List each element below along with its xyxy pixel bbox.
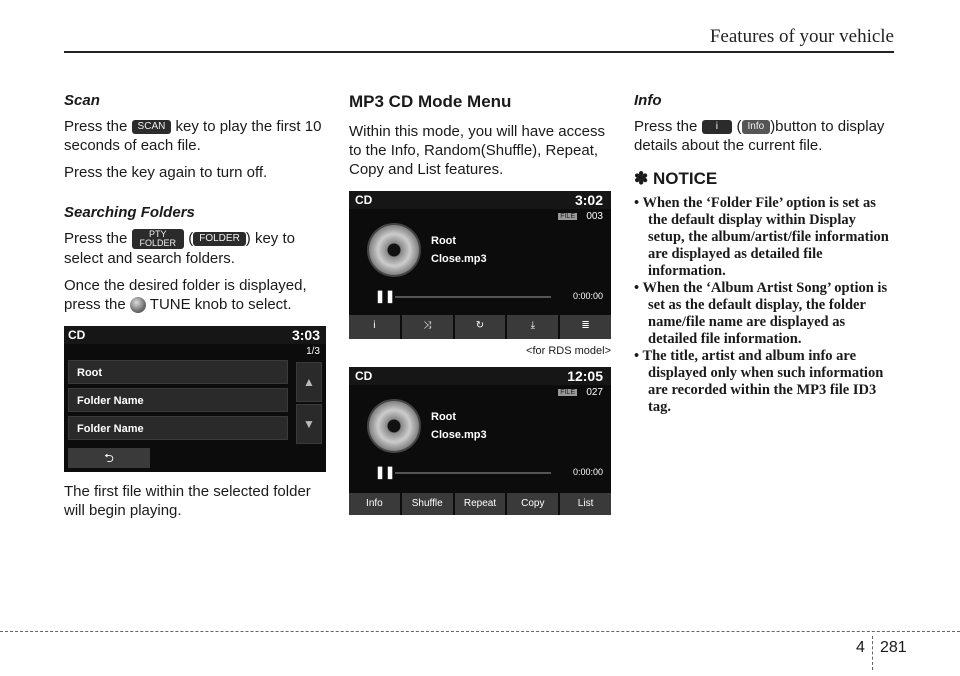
scroll-up-icon[interactable]: ▲ — [296, 362, 322, 402]
folders-paragraph-1: Press the PTY FOLDER ( FOLDER ) key to select and search folders. — [64, 229, 295, 268]
folders-text-c: Once the desired folder is displayed, press the — [64, 277, 307, 314]
list-button[interactable]: List — [560, 493, 611, 515]
folders-paragraph-2 — [64, 276, 328, 314]
screen2-file-label: FILE — [560, 213, 575, 220]
scan-paragraph-1 — [64, 117, 328, 155]
pty-key-line1: PTY — [149, 229, 167, 240]
mp3-screen-2 — [349, 367, 611, 515]
pause-icon-2[interactable]: ❚❚ — [375, 465, 396, 479]
cd-disc-icon — [367, 223, 421, 277]
info-button[interactable]: Info — [349, 493, 400, 515]
info-key-icon: Info — [742, 120, 771, 134]
screen1-count: 1/3 — [306, 346, 320, 358]
screen3-time: 12:05 — [567, 368, 603, 384]
header-title: Features of your vehicle — [709, 26, 894, 47]
screen3-song: Close.mp3 — [431, 429, 487, 441]
info-i-icon: ⅰ — [702, 120, 733, 134]
notice-item: • The title, artist and album info are displayed only when such information are recorded within the MP3 file ID3 tag. — [634, 348, 884, 415]
folders-text-b: key to select and search folders. — [64, 230, 295, 268]
repeat-icon[interactable]: ↻ — [455, 315, 506, 339]
back-icon[interactable]: ⮌ — [68, 448, 150, 468]
folder-row-root[interactable]: Root — [68, 360, 288, 384]
tune-knob-icon — [130, 297, 146, 313]
list-icon[interactable]: ≣ — [560, 315, 611, 339]
notice-title: ✽ NOTICE — [634, 169, 718, 188]
notice-item: • When the ‘Folder File’ option is set as the default display within Display setup, the album/artist/file information are displayed as detailed file information. — [634, 195, 889, 279]
folder-row-2[interactable]: Folder Name — [68, 388, 288, 412]
header-rule — [64, 51, 894, 53]
scan-key-icon: SCAN — [132, 120, 172, 134]
screen3-progress — [395, 472, 551, 474]
screen2-song: Close.mp3 — [431, 253, 487, 265]
copy-button[interactable]: Copy — [507, 493, 558, 515]
scan-text-a: Press the — [64, 118, 128, 135]
folder-list-screen — [64, 326, 326, 472]
column-right — [634, 92, 896, 416]
screen3-file-label: FILE — [560, 389, 575, 396]
folders-heading: Searching Folders — [64, 204, 195, 221]
screen2-cd-label: CD — [355, 193, 373, 207]
copy-icon[interactable]: ⤓ — [507, 315, 558, 339]
screen3-elapsed: 0:00:00 — [572, 467, 603, 477]
scan-text-b: key to play the first 10 seconds of each file. — [64, 118, 322, 154]
info-text-b: )button to display details about the current file. — [634, 118, 885, 154]
screen2-progress — [395, 296, 551, 298]
column-left — [64, 92, 328, 528]
cd-disc-icon-2 — [367, 399, 421, 453]
pty-key-line2: FOLDER — [139, 238, 177, 249]
page-number: 281 — [880, 639, 907, 656]
pty-folder-key-icon — [132, 229, 185, 249]
info-paragraph: Press the ⅰ ( Info )button to display details about the current file. — [634, 118, 885, 154]
screen1-cd-label: CD — [68, 328, 86, 343]
info-icon[interactable]: ⅰ — [349, 315, 400, 339]
notice-list — [634, 195, 896, 416]
footer-separator — [872, 636, 874, 670]
folders-text-d: TUNE knob to select. — [149, 296, 292, 314]
scroll-down-icon[interactable]: ▼ — [296, 404, 322, 444]
mp3-paragraph: Within this mode, you will have access to the Info, Random(Shuffle), Repeat, Copy and List features. — [349, 123, 605, 178]
screen2-folder: Root — [431, 235, 457, 247]
folders-text-a: Press the — [64, 230, 128, 247]
screen3-folder: Root — [431, 411, 457, 423]
screen3-cd-label: CD — [355, 369, 373, 383]
scan-heading: Scan — [64, 92, 100, 109]
rds-caption: <for RDS model> — [526, 345, 611, 357]
screen3-file-no: 027 — [586, 387, 603, 398]
mp3-screen-1 — [349, 191, 611, 339]
chapter-number: 4 — [856, 639, 865, 656]
column-middle — [349, 92, 611, 515]
shuffle-button[interactable]: Shuffle — [402, 493, 453, 515]
notice-item: • When the ‘Album Artist Song’ option is set as the default display, the folder name/file name are displayed as detailed file information. — [634, 280, 888, 347]
screen2-file-no: 003 — [586, 211, 603, 222]
info-text-a: Press the — [634, 118, 698, 135]
footer-rule — [0, 631, 960, 632]
pause-icon[interactable]: ❚❚ — [375, 289, 396, 303]
info-heading: Info — [634, 92, 662, 109]
screen1-time: 3:03 — [291, 327, 320, 344]
mp3-heading: MP3 CD Mode Menu — [349, 92, 512, 111]
folders-result: The first file within the selected folder will begin playing. — [64, 483, 311, 520]
repeat-button[interactable]: Repeat — [455, 493, 506, 515]
screen2-time: 3:02 — [574, 192, 603, 208]
scan-paragraph-2: Press the key again to turn off. — [64, 164, 268, 181]
folder-row-3[interactable]: Folder Name — [68, 416, 288, 440]
folder-key-icon: FOLDER — [193, 232, 246, 246]
screen2-elapsed: 0:00:00 — [572, 291, 603, 301]
shuffle-icon[interactable]: ⤨ — [402, 315, 453, 339]
